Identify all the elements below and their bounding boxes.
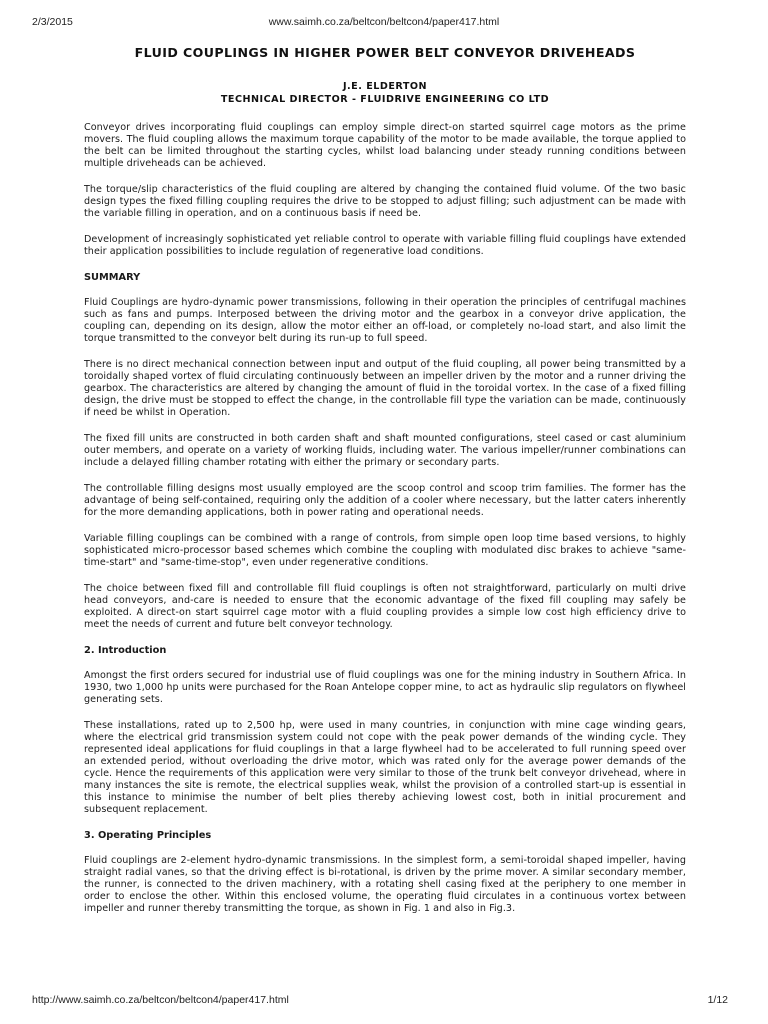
summary-paragraph: There is no direct mechanical connection between input and output of the fluid coupling, all power being transmitted by a toroidally shaped vortex of fluid circulating continuously between an impeller driven by the motor and a runner driving the gearbox. The characteristics are altered by changing the amount of fluid in the toroidal vortex. In the case of a fixed filling design, the drive must be stopped to effect the change, in the controllable fill type the variation can be made, continuously if need be whilst in Operation. [84,359,686,418]
intro-paragraph: The torque/slip characteristics of the fluid coupling are altered by changing the contained fluid volume. Of the two basic design types the fixed filling coupling requires the drive to be stopped to adjust filling; such adjustment can be made with the variable filling in operation, and on a continuous basis if need be. [84,184,686,219]
document-title: FLUID COUPLINGS IN HIGHER POWER BELT CONVEYOR DRIVEHEADS [134,45,636,60]
document-body [84,40,686,929]
summary-paragraph: The choice between fixed fill and controllable fill fluid couplings is often not straightforward, particularly on multi drive head conveyors, and-care is needed to ensure that the economic advantage of the fixed fill coupling may safely be exploited. A direct-on start squirrel cage motor with a fluid coupling provides a simple low cost high efficiency drive to meet the needs of current and future belt conveyor technology. [84,583,686,630]
operating-principles-paragraph: Fluid couplings are 2-element hydro-dynamic transmissions. In the simplest form, a semi-toroidal shaped impeller, having straight radial vanes, so that the driving effect is bi-rotational, is driven by the prime mover. A similar secondary member, the runner, is connected to the driven machinery, with a rotating shell casing fixed at the periphery to one member in order to enclose the other. Within this enclosed volume, the operating fluid circulates in a continuous vortex between impeller and runner thereby transmitting the torque, as shown in Fig. 1 and also in Fig.3. [84,855,686,914]
print-footer [32,994,736,1008]
intro-paragraph: Conveyor drives incorporating fluid couplings can employ simple direct-on started squirrel cage motors as the prime movers. The fluid coupling allows the maximum torque capability of the motor to be made available, the torque applied to the belt can be limited throughout the starting cycles, whilst load balancing under steady running conditions between multiple driveheads can be achieved. [84,122,686,169]
author-affiliation: TECHNICAL DIRECTOR - FLUIDRIVE ENGINEERING CO LTD [220,94,550,105]
operating-principles-heading: 3. Operating Principles [84,830,212,841]
summary-paragraph: The controllable filling designs most usually employed are the scoop control and scoop trim families. The former has the advantage of being self-contained, requiring only the addition of a cooler where necessary, but the latter caters inherently for the more demanding applications, both in power rating and operational needs. [84,483,686,518]
page-number: 1/12 [707,994,728,1006]
summary-heading: SUMMARY [84,272,141,283]
print-date: 2/3/2015 [32,16,73,28]
introduction-heading: 2. Introduction [84,645,167,656]
author-name: J.E. ELDERTON [342,81,428,92]
print-header [32,16,736,30]
summary-paragraph: Fluid Couplings are hydro-dynamic power transmissions, following in their operation the principles of centrifugal machines such as fans and pumps. Interposed between the driving motor and the gearbox in a conveyor drive application, the coupling can, depending on its design, allow the motor either an off-load, or completely no-load start, and also limit the torque transmitted to the conveyor belt during its run-up to full speed. [84,297,686,344]
print-url: www.saimh.co.za/beltcon/beltcon4/paper417.html [268,16,500,28]
summary-paragraph: Variable filling couplings can be combined with a range of controls, from simple open loop time based versions, to highly sophisticated micro-processor based schemes which combine the coupling with modulated disc brakes to achieve "same-time-start" and "same-time-stop", even under regenerative conditions. [84,533,686,568]
summary-paragraph: The fixed fill units are constructed in both carden shaft and shaft mounted configurations, steel cased or cast aluminium outer members, and operate on a variety of working fluids, including water. The various impeller/runner combinations can include a delayed filling chamber rotating with either the primary or secondary parts. [84,433,686,468]
introduction-paragraph: These installations, rated up to 2,500 hp, were used in many countries, in conjunction with mine cage winding gears, where the electrical grid transmission system could not cope with the peak power demands of the winding cycle. They represented ideal applications for fluid couplings in that a large flywheel had to be accelerated to full running speed over an extended period, without overloading the drive motor, which was rated only for the average power demands of the cycle. Hence the requirements of this application were very similar to those of the trunk belt conveyor drivehead, where in many instances the site is remote, the electrical supplies weak, whilst the provision of a controlled start-up is essential in this instance to minimise the number of belt plies thereby achieving lowest cost, both in initial procurement and subsequent replacement. [84,720,686,815]
intro-paragraph: Development of increasingly sophisticated yet reliable control to operate with variable filling fluid couplings have extended their application possibilities to include regulation of regenerative load conditions. [84,234,686,257]
introduction-paragraph: Amongst the first orders secured for industrial use of fluid couplings was one for the mining industry in Southern Africa. In 1930, two 1,000 hp units were purchased for the Roan Antelope copper mine, to act as hydraulic slip regulators on flywheel generating sets. [84,670,687,705]
footer-url: http://www.saimh.co.za/beltcon/beltcon4/paper417.html [32,994,289,1006]
